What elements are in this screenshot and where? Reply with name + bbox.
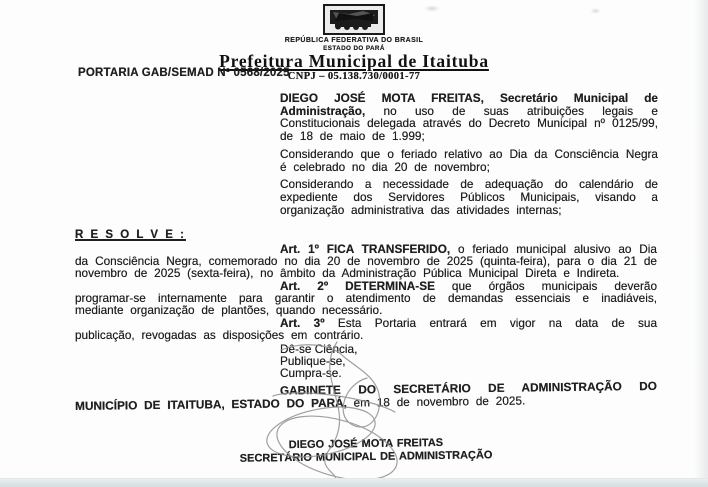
signatory-block xyxy=(75,434,657,467)
scan-smudge xyxy=(424,5,440,12)
author-name-bold: DIEGO JOSÉ MOTA FREITAS, Secretário Municipal de Administração, xyxy=(280,91,658,118)
cabinet-rest: em 18 de novembro de 2025. xyxy=(346,392,526,410)
article-1-body: o feriado municipal alusivo ao Dia da Consciência Negra, comemorado no dia 20 de novembro de 2025 (quinta-feira), para o dia 21 de novembro de 2025 (sexta-feira), no âmbito da Administração Pública Municipal Direta e Indireta. xyxy=(75,242,657,280)
article-2-body: que órgãos municipais deverão programar-se internamente para garantir o atendimento de demandas essenciais e inadiáveis, mediante organização de plantões, quando necessário. xyxy=(75,279,658,317)
article-3-lead: Art. 3º xyxy=(280,316,325,330)
closing-line-2: Publique-se, xyxy=(280,354,346,368)
article-1 xyxy=(75,243,657,279)
cabinet-bold: GABINETE DO SECRETÁRIO DE ADMINISTRAÇÃO DO MUNICÍPIO DE ITAITUBA, ESTADO DO PARÁ, xyxy=(74,378,657,413)
cabinet-dateline xyxy=(75,380,657,412)
municipality-title: Prefeitura Municipal de Itaituba xyxy=(219,50,489,71)
considering-paragraph-1: Considerando que o feriado relativo ao Dia da Consciência Negra é celebrado no dia 20 de novembro; xyxy=(280,146,658,174)
closing-formulas xyxy=(280,343,657,379)
article-2 xyxy=(75,280,657,316)
page-edge-shadow xyxy=(694,0,708,487)
republic-line: REPÚBLICA FEDERATIVA DO BRASIL xyxy=(284,37,424,44)
cnpj-line: CNPJ – 05.138.730/0001-77 xyxy=(287,70,421,82)
article-3 xyxy=(75,317,657,341)
signatory-title: SECRETÁRIO MUNICIPAL DE ADMINISTRAÇÃO xyxy=(239,448,493,465)
author-rest: no uso de suas atribuições legais e Constitucionais delegada através do Decreto Municipal nº 0125/99, de 18 de maio de 1.999; xyxy=(280,103,658,144)
article-3-body: Esta Portaria entrará em vigor na data de sua publicação, revogadas as disposições em contrário. xyxy=(75,316,658,342)
closing-line-1: Dê-se Ciência, xyxy=(280,342,358,356)
considering-paragraph-2: Considerando a necessidade de adequação do calendário de expediente dos Servidores Públicos Municipais, visando a organização administrativa das atividades internas; xyxy=(280,177,658,217)
bottom-edge-bar xyxy=(0,478,708,487)
scan-smudge xyxy=(590,8,601,14)
coat-of-arms-icon xyxy=(323,4,385,35)
articles-column xyxy=(75,243,657,463)
preamble-author-paragraph xyxy=(280,92,658,143)
document-number: PORTARIA GAB/SEMAD Nº 0568/2025 xyxy=(78,67,290,79)
resolve-heading: R E S O L V E : xyxy=(75,229,186,241)
closing-line-3: Cumpra-se. xyxy=(280,366,342,380)
signatory-name: DIEGO JOSÉ MOTA FREITAS xyxy=(288,436,444,452)
state-line: ESTADO DO PARÁ xyxy=(323,44,385,52)
preamble-block xyxy=(280,92,658,221)
article-2-lead: Art. 2º DETERMINA-SE xyxy=(280,279,435,293)
article-1-lead: Art. 1º FICA TRANSFERIDO, xyxy=(280,242,451,256)
